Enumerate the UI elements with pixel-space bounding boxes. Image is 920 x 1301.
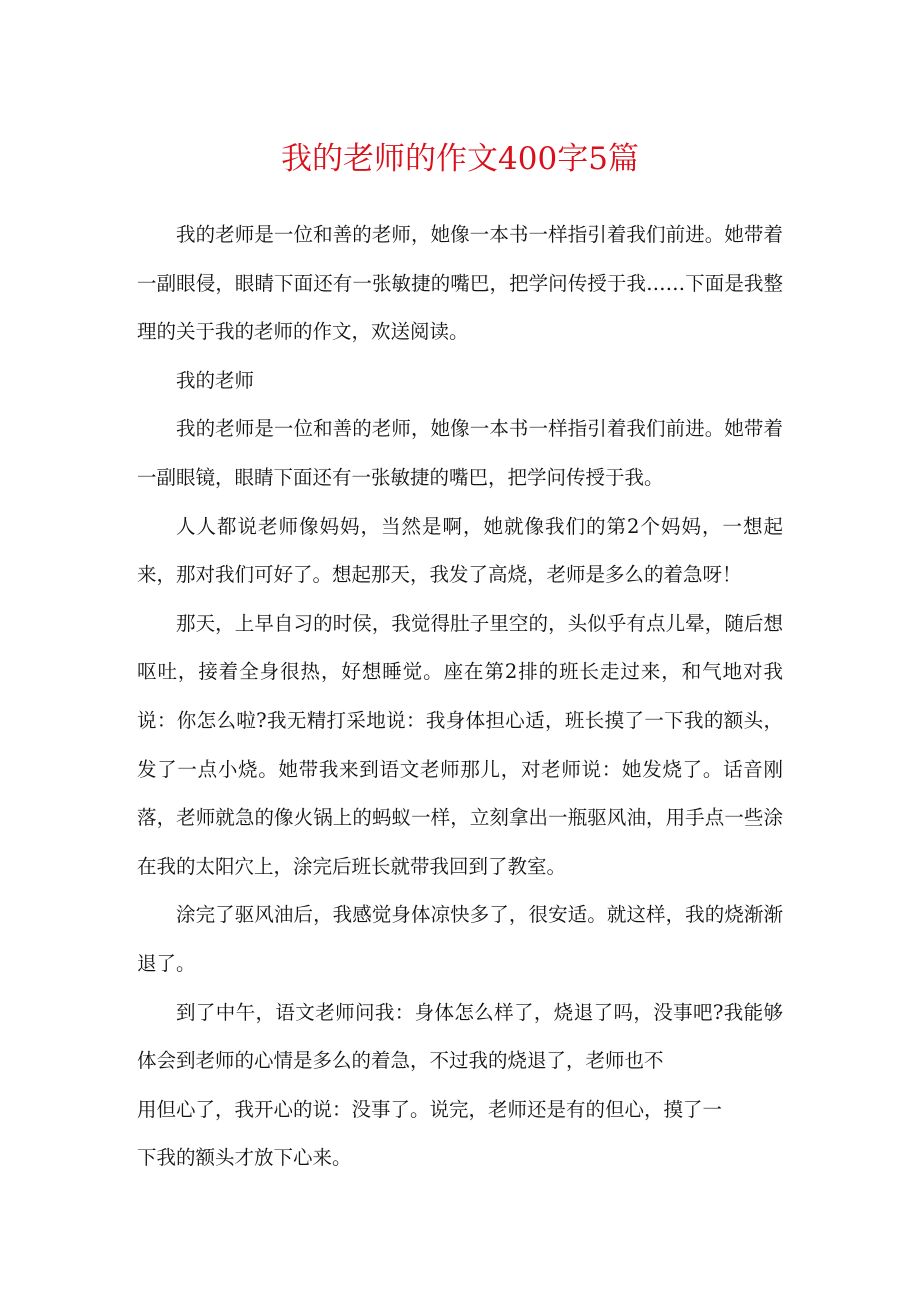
document-body xyxy=(137,211,783,1183)
paragraph: 涂完了驱风油后，我感觉身体凉快多了，很安适。就这样，我的烧渐渐退了。 xyxy=(137,903,783,975)
paragraph: 到了中午，语文老师问我：身体怎么样了，烧退了吗，没事吧?我能够体会到老师的心情是多么的着急，不过我的烧退了，老师也不 xyxy=(137,1000,783,1073)
paragraph-continuation: 用但心了，我开心的说：没事了。说完，老师还是有的但心，摸了一 xyxy=(137,1097,723,1121)
paragraph-continuation: 下我的额头才放下心来。 xyxy=(137,1146,352,1170)
paragraph: 人人都说老师像妈妈，当然是啊，她就像我们的第2个妈妈，一想起来，那对我们可好了。想起那天，我发了高烧，老师是多么的着急呀！ xyxy=(137,514,783,587)
document-title: 我的老师的作文400字5篇 xyxy=(281,141,639,177)
paragraph-intro: 我的老师是一位和善的老师，她像一本书一样指引着我们前进。她带着一副眼侵，眼睛下面还有一张敏捷的嘴巴，把学问传授于我……下面是我整理的关于我的老师的作文，欢送阅读。 xyxy=(137,223,783,344)
paragraph-subtitle: 我的老师 xyxy=(176,368,255,392)
paragraph: 那天，上早自习的时侯，我觉得肚子里空的，头似乎有点儿晕，随后想呕吐，接着全身很热，好想睡觉。座在第2排的班长走过来，和气地对我说：你怎么啦?我无精打采地说：我身体担心适，班长摸了一下我的额头，发了一点小烧。她带我来到语文老师那儿，对老师说：她发烧了。话音刚落，老师就急的像火锅上的蚂蚁一样，立刻拿出一瓶驱风油，用手点一些涂在我的太阳穴上，涂完后班长就带我回到了教室。 xyxy=(137,611,783,878)
paragraph: 我的老师是一位和善的老师，她像一本书一样指引着我们前进。她带着一副眼镜，眼睛下面还有一张敏捷的嘴巴，把学问传授于我。 xyxy=(137,417,783,489)
